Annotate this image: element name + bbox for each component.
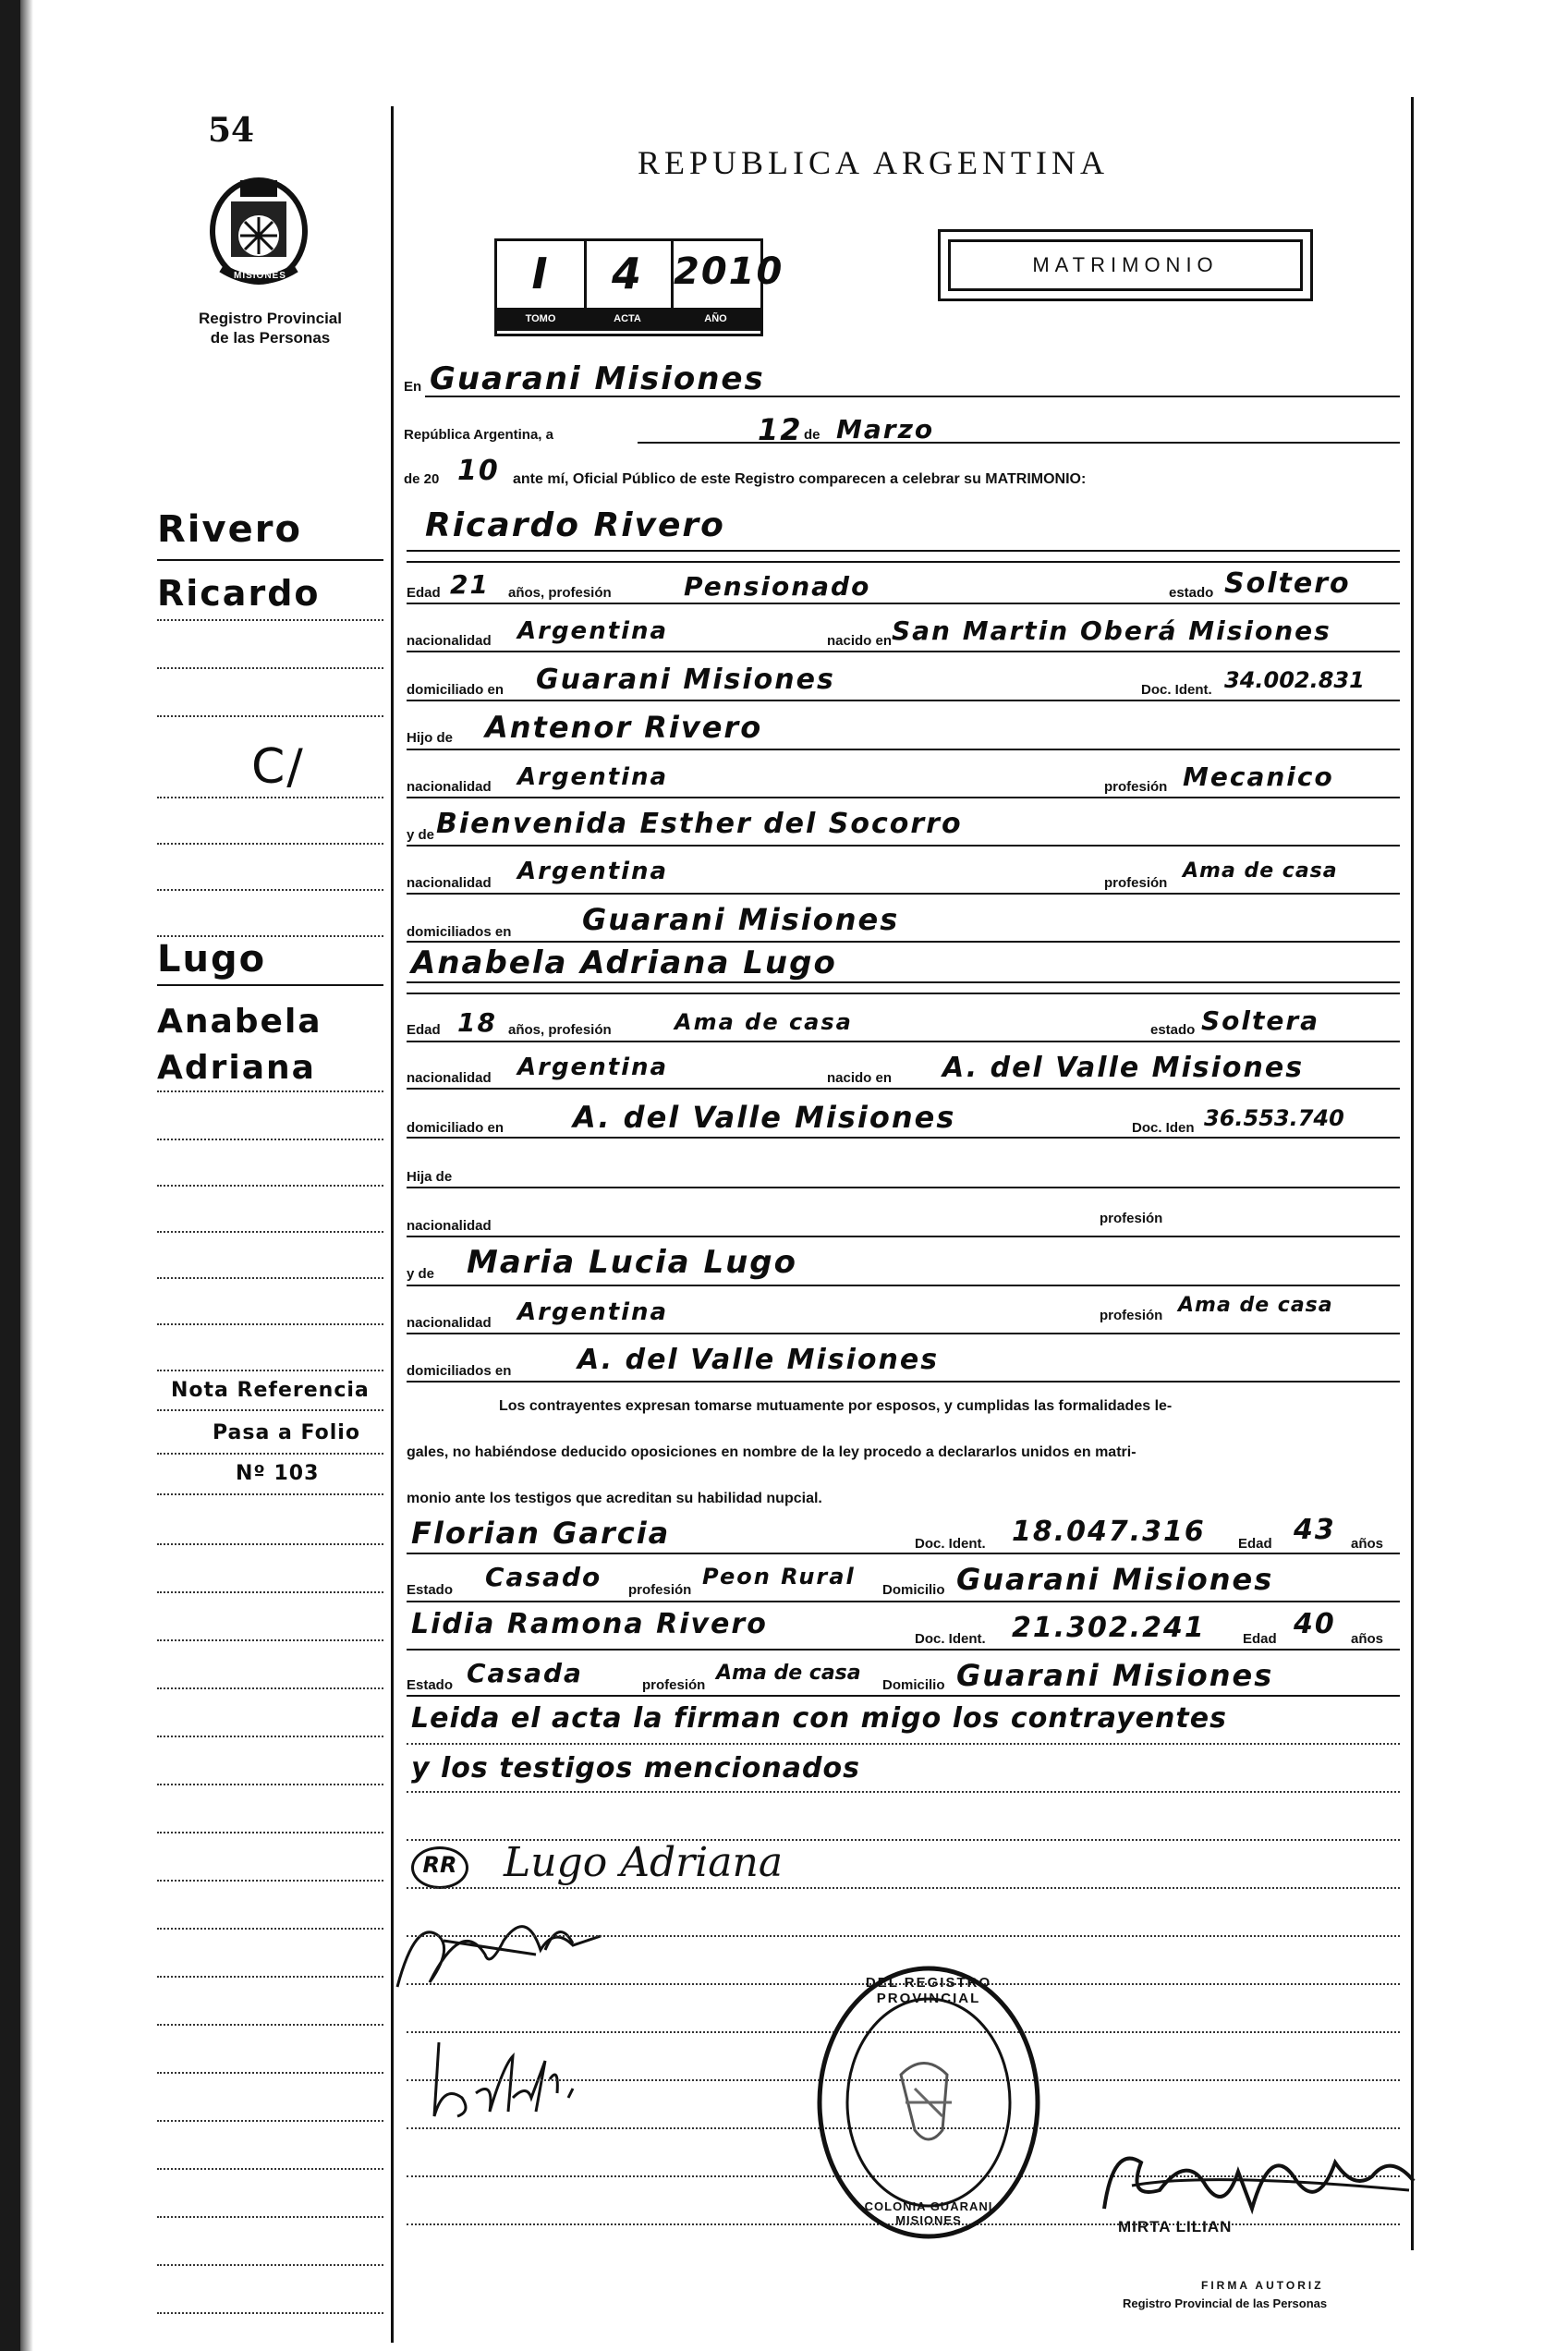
witness2-name: Lidia Ramona Rivero bbox=[411, 1608, 768, 1640]
witness2-estado-label: Estado bbox=[407, 1677, 454, 1693]
official-role: FIRMA AUTORIZ bbox=[1201, 2279, 1324, 2292]
day-value: 12 bbox=[758, 412, 803, 447]
witness1-prof: Peon Rural bbox=[702, 1564, 856, 1590]
anio-value: 2010 bbox=[674, 250, 784, 293]
official-name: MIRTA LILIAN bbox=[1118, 2218, 1233, 2235]
en-label: En bbox=[404, 379, 422, 395]
bride-padre-prof-label: profesión bbox=[1100, 1211, 1163, 1226]
witness1-doc: 18.047.316 bbox=[1012, 1516, 1206, 1548]
groom-padre-nac: Argentina bbox=[517, 763, 669, 791]
de-label: de bbox=[804, 427, 820, 443]
year-value: 10 bbox=[457, 455, 500, 487]
bride-madre-prof: Ama de casa bbox=[1178, 1294, 1333, 1317]
bride-nac-label: nacionalidad bbox=[407, 1070, 492, 1086]
record-type-box bbox=[938, 229, 1313, 301]
month-value: Marzo bbox=[836, 414, 935, 445]
en-line bbox=[425, 396, 1400, 397]
witness1-prof-label: profesión bbox=[628, 1582, 692, 1598]
office-line1: Registro Provincial bbox=[199, 310, 342, 327]
bride-estado: Soltera bbox=[1201, 1005, 1320, 1036]
signature-2 bbox=[388, 1899, 665, 2001]
bride-madre: Maria Lucia Lugo bbox=[467, 1244, 798, 1281]
bride-edad: 18 bbox=[457, 1007, 497, 1038]
bride-domicilio: A. del Valle Misiones bbox=[573, 1100, 956, 1135]
stamp-ring-text: DEL REGISTRO PROVINCIAL bbox=[865, 1975, 992, 2006]
provincial-seal bbox=[199, 166, 319, 296]
bride-doc: 36.553.740 bbox=[1204, 1105, 1344, 1131]
tomo-value: I bbox=[531, 249, 550, 298]
bride-padres-dom-label: domiciliados en bbox=[407, 1363, 512, 1379]
groom-nacido: San Martin Oberá Misiones bbox=[892, 615, 1331, 646]
bride-hija-label: Hija de bbox=[407, 1169, 453, 1185]
record-number-box bbox=[494, 238, 784, 336]
groom-dom-label: domiciliado en bbox=[407, 682, 504, 698]
witness2-edad-label: Edad bbox=[1243, 1631, 1277, 1647]
witness1-estado: Casado bbox=[485, 1562, 602, 1592]
scan-edge bbox=[0, 0, 20, 2351]
bride-doc-label: Doc. Iden bbox=[1132, 1120, 1195, 1136]
margin-divider bbox=[391, 106, 394, 2343]
margin-bride-surname: Lugo bbox=[157, 938, 267, 981]
groom-edad: 21 bbox=[450, 569, 490, 600]
stamp-center-text: COLONIA GUARANI MISIONES bbox=[864, 2199, 993, 2227]
witness1-estado-label: Estado bbox=[407, 1582, 454, 1598]
bride-prof-label: años, profesión bbox=[508, 1022, 612, 1038]
bride-yde-label: y de bbox=[407, 1266, 435, 1282]
groom-padre-nac-label: nacionalidad bbox=[407, 779, 492, 795]
margin-bride-name1: Anabela bbox=[157, 1003, 322, 1041]
witness2-anos-label: años bbox=[1351, 1631, 1384, 1647]
groom-estado-label: estado bbox=[1169, 585, 1214, 601]
witness1-dom-label: Domicilio bbox=[882, 1582, 945, 1598]
witness1-dom: Guarani Misiones bbox=[956, 1562, 1274, 1597]
seal-text: MISIONES bbox=[234, 271, 286, 281]
groom-padres-dom-label: domiciliados en bbox=[407, 924, 512, 940]
groom-estado: Soltero bbox=[1224, 567, 1351, 600]
registry-stamp bbox=[813, 1964, 1044, 2241]
intro-text: ante mí, Oficial Público de este Registro comparecen a celebrar su MATRIMONIO: bbox=[513, 471, 1087, 487]
anio-label: AÑO bbox=[704, 313, 727, 324]
witness2-dom: Guarani Misiones bbox=[956, 1658, 1274, 1693]
groom-doc: 34.002.831 bbox=[1224, 667, 1365, 693]
groom-hijo-label: Hijo de bbox=[407, 730, 454, 746]
bride-nacido-label: nacido en bbox=[827, 1070, 893, 1086]
groom-padre-prof-label: profesión bbox=[1104, 779, 1168, 795]
groom-nacido-label: nacido en bbox=[827, 633, 893, 649]
scan-edge-inner bbox=[20, 0, 33, 2351]
groom-madre: Bienvenida Esther del Socorro bbox=[436, 808, 963, 840]
witness2-doc: 21.302.241 bbox=[1012, 1612, 1206, 1644]
margin-bride-name2: Adriana bbox=[157, 1049, 316, 1087]
groom-doc-label: Doc. Ident. bbox=[1141, 682, 1212, 698]
en-value: Guarani Misiones bbox=[430, 360, 765, 397]
groom-full-name: Ricardo Rivero bbox=[425, 506, 725, 544]
groom-yde-label: y de bbox=[407, 827, 435, 843]
sig1-text: Lugo Adriana bbox=[504, 1839, 784, 1886]
bride-nacido: A. del Valle Misiones bbox=[942, 1052, 1305, 1084]
margin-note2: Pasa a Folio bbox=[213, 1421, 360, 1444]
groom-profesion: Pensionado bbox=[684, 571, 871, 602]
witness2-edad: 40 bbox=[1294, 1608, 1336, 1640]
margin-connector: C/ bbox=[251, 739, 305, 795]
bride-madre-prof-label: profesión bbox=[1100, 1308, 1163, 1323]
de20-label: de 20 bbox=[404, 471, 440, 487]
sig1-initials: RR bbox=[422, 1852, 457, 1878]
official-signature bbox=[1095, 2135, 1428, 2227]
witness2-prof: Ama de casa bbox=[716, 1662, 861, 1685]
record-type: MATRIMONIO bbox=[1032, 253, 1219, 276]
page-number: 54 bbox=[208, 111, 255, 150]
groom-madre-prof: Ama de casa bbox=[1183, 859, 1338, 883]
right-border bbox=[1411, 97, 1414, 2250]
margin-groom-surname: Rivero bbox=[157, 508, 302, 551]
witness1-anos-label: años bbox=[1351, 1536, 1384, 1552]
margin-note1: Nota Referencia bbox=[171, 1379, 370, 1402]
sig1-initials-circle bbox=[411, 1846, 468, 1889]
tomo-label: TOMO bbox=[525, 313, 556, 324]
witness2-doc-label: Doc. Ident. bbox=[915, 1631, 986, 1647]
groom-prof-label: años, profesión bbox=[508, 585, 612, 601]
bride-edad-label: Edad bbox=[407, 1022, 441, 1038]
groom-madre-nac-label: nacionalidad bbox=[407, 875, 492, 891]
groom-nac-label: nacionalidad bbox=[407, 633, 492, 649]
margin-note3: Nº 103 bbox=[236, 1462, 320, 1485]
bride-estado-label: estado bbox=[1150, 1022, 1196, 1038]
legal-line2: gales, no habiéndose deducido oposiciones en nombre de la ley procedo a declararlos unidos en matri- bbox=[407, 1444, 1136, 1460]
groom-madre-nac: Argentina bbox=[517, 858, 669, 885]
office-line2: de las Personas bbox=[210, 329, 331, 347]
witness2-dom-label: Domicilio bbox=[882, 1677, 945, 1693]
official-office: Registro Provincial de las Personas bbox=[1123, 2296, 1328, 2310]
acta-value: 4 bbox=[611, 249, 643, 298]
bride-full-name: Anabela Adriana Lugo bbox=[411, 944, 837, 981]
witness1-edad: 43 bbox=[1294, 1514, 1336, 1546]
legal-line3: monio ante los testigos que acreditan su habilidad nupcial. bbox=[407, 1491, 822, 1506]
acta-label: ACTA bbox=[614, 313, 641, 324]
groom-padre-prof: Mecanico bbox=[1183, 761, 1334, 792]
legal-line1: Los contrayentes expresan tomarse mutuamente por esposos, y cumplidas las formalidades le- bbox=[499, 1398, 1173, 1414]
witness1-edad-label: Edad bbox=[1238, 1536, 1272, 1552]
bride-profesion: Ama de casa bbox=[675, 1009, 853, 1035]
groom-madre-prof-label: profesión bbox=[1104, 875, 1168, 891]
bride-madre-nac: Argentina bbox=[517, 1298, 669, 1326]
groom-domicilio: Guarani Misiones bbox=[536, 664, 835, 696]
closing-line2: y los testigos mencionados bbox=[411, 1752, 860, 1785]
witness1-name: Florian Garcia bbox=[411, 1516, 671, 1551]
groom-padres-dom: Guarani Misiones bbox=[582, 902, 900, 937]
bride-madre-nac-label: nacionalidad bbox=[407, 1315, 492, 1331]
witness2-estado: Casada bbox=[467, 1658, 583, 1688]
bride-padres-dom: A. del Valle Misiones bbox=[577, 1344, 940, 1376]
witness1-doc-label: Doc. Ident. bbox=[915, 1536, 986, 1552]
witness2-prof-label: profesión bbox=[642, 1677, 706, 1693]
bride-padre-nac-label: nacionalidad bbox=[407, 1218, 492, 1234]
groom-padre: Antenor Rivero bbox=[485, 710, 763, 745]
bride-dom-label: domiciliado en bbox=[407, 1120, 504, 1136]
closing-line1: Leida el acta la firman con migo los contrayentes bbox=[411, 1702, 1227, 1735]
groom-edad-label: Edad bbox=[407, 585, 441, 601]
bride-nacionalidad: Argentina bbox=[517, 1054, 669, 1081]
country-title: REPUBLICA ARGENTINA bbox=[638, 144, 1110, 181]
groom-nacionalidad: Argentina bbox=[517, 617, 669, 645]
date-line bbox=[638, 442, 1400, 444]
margin-groom-name: Ricardo bbox=[157, 573, 321, 614]
republica-label: República Argentina, a bbox=[404, 427, 553, 443]
